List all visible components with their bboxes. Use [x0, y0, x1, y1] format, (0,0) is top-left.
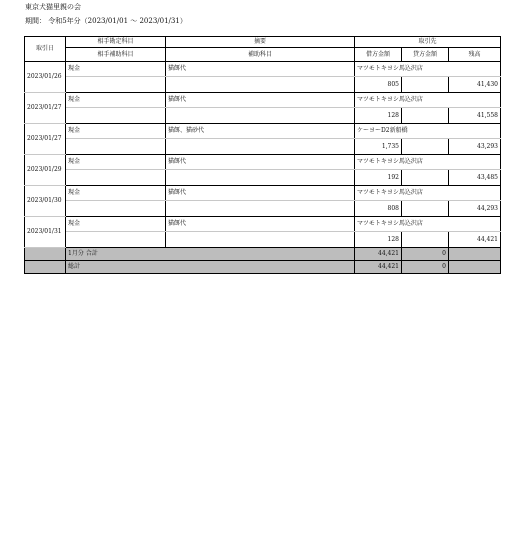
table-row-amounts: [25, 108, 501, 124]
row-account: 現金: [66, 93, 166, 108]
row-sub-account: [66, 201, 166, 217]
row-balance: 44,421: [449, 232, 501, 248]
row-sub-item: [166, 108, 355, 124]
row-debit: 128: [355, 232, 402, 248]
row-balance: 44,293: [449, 201, 501, 217]
row-account: 現金: [66, 155, 166, 170]
row-summary: 猫餌代: [166, 155, 355, 170]
header-credit: 貸方金額: [402, 48, 449, 62]
row-date: 2023/01/31: [25, 217, 66, 248]
row-account: 現金: [66, 186, 166, 201]
total-debit: 44,421: [355, 248, 402, 261]
row-summary: 猫餌代: [166, 217, 355, 232]
table-row-amounts: [25, 232, 501, 248]
row-debit: 192: [355, 170, 402, 186]
row-partner: マツモトキヨシ馬込沢店: [355, 62, 501, 77]
row-credit: [402, 232, 449, 248]
row-summary: 猫餌代: [166, 93, 355, 108]
row-partner: ケーヨーD2新船橋: [355, 124, 501, 139]
row-sub-item: [166, 139, 355, 155]
row-credit: [402, 139, 449, 155]
row-partner: マツモトキヨシ馬込沢店: [355, 217, 501, 232]
header-account: 相手勘定科目: [66, 37, 166, 48]
header-sub-account: 相手補助科目: [66, 48, 166, 62]
row-sub-account: [66, 139, 166, 155]
row-credit: [402, 170, 449, 186]
table-row-amounts: [25, 139, 501, 155]
row-account: 現金: [66, 124, 166, 139]
table-row-amounts: [25, 77, 501, 93]
row-sub-account: [66, 108, 166, 124]
table-row: [25, 155, 501, 170]
total-credit: 0: [402, 261, 449, 274]
row-summary: 猫餌代: [166, 186, 355, 201]
row-summary: 猫餌、猫砂代: [166, 124, 355, 139]
row-date: 2023/01/29: [25, 155, 66, 186]
row-balance: 41,430: [449, 77, 501, 93]
row-debit: 128: [355, 108, 402, 124]
total-balance: [449, 248, 501, 261]
header-debit: 借方金額: [355, 48, 402, 62]
period-label: 期間： 令和5年分（2023/01/01 ～ 2023/01/31）: [25, 17, 187, 25]
ledger-table: [24, 36, 501, 274]
monthly-total-row: [25, 248, 501, 261]
header-partner: 取引先: [355, 37, 501, 48]
row-partner: マツモトキヨシ馬込沢店: [355, 186, 501, 201]
row-sub-item: [166, 232, 355, 248]
organization-name: 東京犬猫里親の会: [25, 3, 81, 11]
row-balance: 43,293: [449, 139, 501, 155]
header-sub-item: 補助科目: [166, 48, 355, 62]
row-balance: 43,485: [449, 170, 501, 186]
row-summary: 猫餌代: [166, 62, 355, 77]
row-sub-account: [66, 170, 166, 186]
row-sub-account: [66, 232, 166, 248]
total-label: 総計: [66, 261, 355, 274]
row-partner: マツモトキヨシ馬込沢店: [355, 155, 501, 170]
total-balance: [449, 261, 501, 274]
table-row: [25, 124, 501, 139]
row-sub-item: [166, 77, 355, 93]
row-debit: 805: [355, 77, 402, 93]
row-date: 2023/01/26: [25, 62, 66, 93]
row-sub-account: [66, 77, 166, 93]
row-date: 2023/01/27: [25, 124, 66, 155]
total-credit: 0: [402, 248, 449, 261]
table-row: [25, 186, 501, 201]
header-row-2: [25, 48, 501, 62]
table-row: [25, 93, 501, 108]
header-date: 取引日: [25, 37, 66, 62]
row-credit: [402, 77, 449, 93]
header-row-1: [25, 37, 501, 48]
grand-total-row: [25, 261, 501, 274]
row-date: 2023/01/30: [25, 186, 66, 217]
row-sub-item: [166, 170, 355, 186]
row-date: 2023/01/27: [25, 93, 66, 124]
row-credit: [402, 108, 449, 124]
row-credit: [402, 201, 449, 217]
row-debit: 1,735: [355, 139, 402, 155]
total-debit: 44,421: [355, 261, 402, 274]
total-spacer: [25, 261, 66, 274]
row-debit: 808: [355, 201, 402, 217]
total-spacer: [25, 248, 66, 261]
table-row-amounts: [25, 170, 501, 186]
header-summary: 摘要: [166, 37, 355, 48]
table-row: [25, 217, 501, 232]
row-account: 現金: [66, 62, 166, 77]
row-balance: 41,558: [449, 108, 501, 124]
row-partner: マツモトキヨシ馬込沢店: [355, 93, 501, 108]
total-label: 1月分 合計: [66, 248, 355, 261]
row-sub-item: [166, 201, 355, 217]
row-account: 現金: [66, 217, 166, 232]
header-balance: 残高: [449, 48, 501, 62]
table-row: [25, 62, 501, 77]
table-row-amounts: [25, 201, 501, 217]
